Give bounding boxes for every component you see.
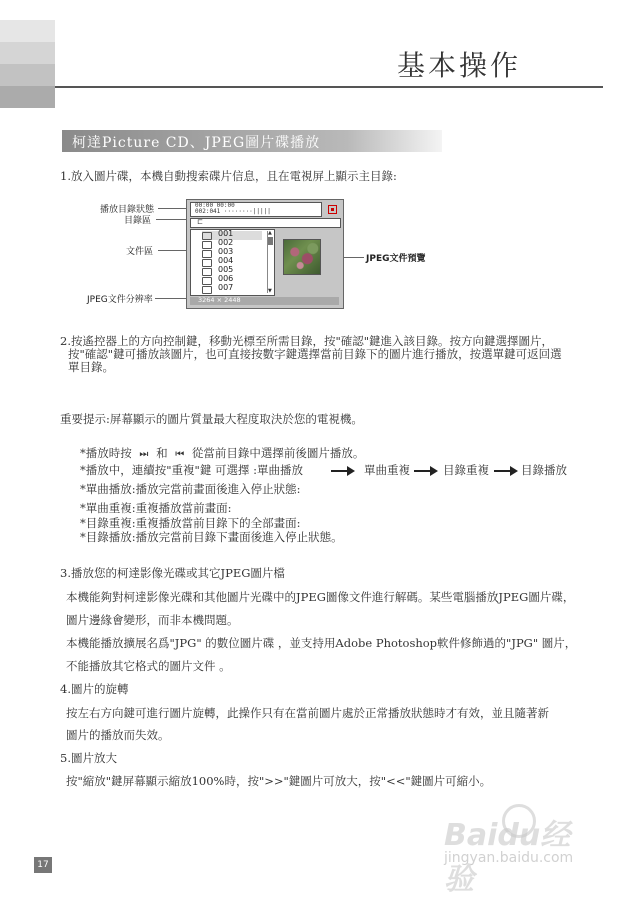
watermark-brand: Baidu经验 xyxy=(444,818,571,897)
side-decoration-3 xyxy=(0,64,55,86)
arrow-icon xyxy=(414,470,436,472)
step-2-line-3: 單目錄。 xyxy=(68,360,114,374)
stop-icon xyxy=(328,205,337,214)
folder-icon xyxy=(202,268,212,276)
note-4: *單曲重複:重複播放當前畫面: xyxy=(80,501,232,515)
section-4-line: 圖片的播放而失效。 xyxy=(66,728,170,742)
leader-line xyxy=(158,208,188,209)
folder-icon xyxy=(202,250,212,258)
file-item: 004 xyxy=(202,258,262,267)
directory-bar xyxy=(190,218,341,228)
note-5: *目錄重複:重複播放當前目錄下的全部畫面: xyxy=(80,516,301,530)
file-item: 002 xyxy=(202,240,262,249)
arrow-icon xyxy=(331,470,353,472)
note-2: *播放中，連續按"重複"鍵 可選擇 :單曲播放 xyxy=(80,463,304,477)
file-list xyxy=(190,229,275,296)
prev-track-icon: ⏮ xyxy=(175,449,185,460)
section-5-heading: 5.圖片放大 xyxy=(60,751,117,765)
important-tip: 重要提示:屏幕顯示的圖片質量最大程度取決於您的電視機。 xyxy=(60,412,363,426)
leader-line xyxy=(158,250,188,251)
folder-up-icon: ⊏ xyxy=(197,218,203,226)
side-decoration-2 xyxy=(0,42,55,64)
side-decoration-4 xyxy=(0,86,55,108)
page-number: 17 xyxy=(34,857,52,873)
scroll-up-icon: ▲ xyxy=(268,230,272,236)
flow-step: 單曲重複 xyxy=(364,463,410,477)
section-banner xyxy=(62,130,442,152)
preview-area xyxy=(277,229,339,294)
scrollbar xyxy=(267,231,273,293)
tv-screen-mockup xyxy=(186,199,344,309)
flow-step: 目錄重複 xyxy=(443,463,489,477)
folder-icon xyxy=(202,232,212,240)
resolution-value: 3264 × 2448 xyxy=(198,296,241,304)
status-box xyxy=(190,202,322,217)
file-item: 005 xyxy=(202,267,262,276)
file-item: 006 xyxy=(202,276,262,285)
label-dir-area: 目錄區 xyxy=(124,216,152,226)
paw-logo-icon xyxy=(502,804,536,838)
section-3-line: 本機能播放擴展名爲"JPG" 的數位圖片碟 ，並支持用Adobe Photoshop軟件修飾過的"JPG" 圖片， xyxy=(66,636,577,650)
file-item: 007 xyxy=(202,285,262,294)
side-decoration-1 xyxy=(0,20,55,42)
section-3-line: 不能播放其它格式的圖片文件 。 xyxy=(66,659,231,673)
label-file-area: 文件區 xyxy=(126,247,154,257)
file-item: 001 xyxy=(202,231,262,240)
preview-thumbnail xyxy=(283,239,321,275)
note-6: *目錄播放:播放完當前目錄下畫面後進入停止狀態。 xyxy=(80,530,343,544)
step-1: 1.放入圖片碟，本機自動搜索碟片信息，且在電視屏上顯示主目錄: xyxy=(60,169,397,183)
label-preview: JPEG文件預覽 xyxy=(366,254,426,264)
leader-line xyxy=(156,219,188,220)
section-title: 柯達Picture CD、JPEG圖片碟播放 xyxy=(72,135,321,151)
section-3-line: 圖片邊緣會變形，而非本機問題。 xyxy=(66,613,239,627)
resolution-bar xyxy=(190,297,339,305)
label-resolution: JPEG文件分辨率 xyxy=(87,295,153,305)
flow-step: 目錄播放 xyxy=(521,463,567,477)
file-item: 003 xyxy=(202,249,262,258)
folder-icon xyxy=(202,241,212,249)
section-3-line: 本機能夠對柯達影像光碟和其他圖片光碟中的JPEG圖像文件進行解碼。某些電腦播放JPEG圖片碟， xyxy=(66,590,575,604)
note-1: *播放時按 ⏭ 和 ⏮ 從當前目錄中選擇前後圖片播放。 xyxy=(80,446,365,460)
note-3: *單曲播放:播放完當前畫面後進入停止狀態: xyxy=(80,482,301,496)
scroll-down-icon: ▼ xyxy=(268,288,272,294)
status-track: 002:041 ········||||| xyxy=(195,208,271,215)
step-2-line-2: 按"確認"鍵可播放該圖片，也可直接按數字鍵選擇當前目錄下的圖片進行播放，按選單鍵可返回選 xyxy=(68,347,562,361)
folder-icon xyxy=(202,259,212,267)
watermark xyxy=(444,800,584,897)
folder-icon xyxy=(202,286,212,294)
watermark-site: jingyan.baidu.com xyxy=(444,850,574,866)
folder-icon xyxy=(202,277,212,285)
header-divider xyxy=(55,86,603,88)
arrow-icon xyxy=(494,470,516,472)
section-4-heading: 4.圖片的旋轉 xyxy=(60,682,129,696)
section-3-heading: 3.播放您的柯達影像光碟或其它JPEG圖片檔 xyxy=(60,566,285,580)
status-time: 00:00 00:00 xyxy=(195,202,235,209)
section-4-line: 按左右方向鍵可進行圖片旋轉，此操作只有在當前圖片處於正常播放狀態時才有效，並且隨著新 xyxy=(66,706,549,720)
section-5-line: 按"縮放"鍵屏幕顯示縮放100%時，按">>"鍵圖片可放大，按"<<"鍵圖片可縮小。 xyxy=(66,774,492,788)
leader-line xyxy=(155,298,188,299)
step-2-line-1: 2.按遙控器上的方向控制鍵，移動光標至所需目錄，按"確認"鍵進入該目錄。按方向鍵選擇圖片， xyxy=(60,334,554,348)
label-play-status: 播放目錄狀態 xyxy=(100,205,155,215)
page-title: 基本操作 xyxy=(396,49,521,82)
next-track-icon: ⏭ xyxy=(139,449,149,460)
scroll-thumb xyxy=(268,237,273,245)
